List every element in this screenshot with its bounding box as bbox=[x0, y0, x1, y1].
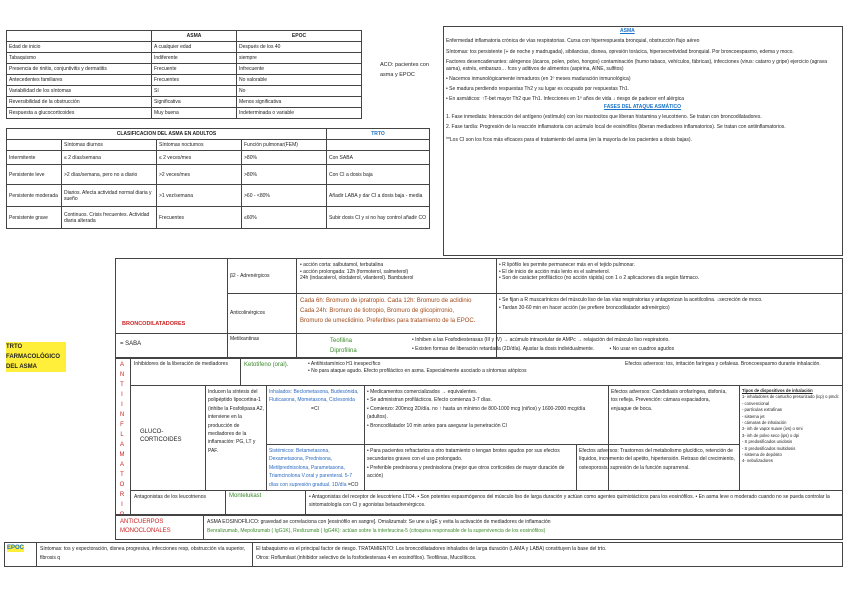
table-row: Edad de inicio A cualquier edad Después de los 40 bbox=[7, 42, 362, 53]
table-row: Persistente grave Continuos. Crisis frecuentes. Actividad diaria alterada Frecuentes ≤60% Subir dosis CI y si no hay control añadir CO bbox=[7, 207, 430, 229]
metilxantinas-label: Metilxantinas bbox=[230, 336, 260, 342]
inhalados-notes: • Medicamentos comercializados → equivalentes. • Se administran profilácticos. Efecto comienza 3-7 días. • Comienzo: 200mcg 2D/día. no ↑ hasta un mínimo de 800-1000 mcg (niños) y 1600-2000 mcg/día (adultos). • Broncodilatador 10 min antes para asegurar la penetración CI bbox=[367, 388, 605, 430]
antileucotrienos-label: Antagonistas de los leucotrienos bbox=[134, 494, 206, 500]
classification-title: CLASIFICACION DEL ASMA EN ADULTOS bbox=[7, 129, 327, 140]
ketotifeno-label: Ketotifeno (oral). bbox=[244, 362, 289, 368]
antiinflamatorio-letter: A bbox=[119, 362, 124, 368]
aco-label: ACO: pacientes con asma y EPOC bbox=[380, 62, 429, 78]
table-row: Reversibilidad de la obstrucción Significativa Menos significativa bbox=[7, 97, 362, 108]
anticolinergicos-notes: • Se fijan a R muscarínicos del músculo liso de las vías respiratorias y antagonizan la acetilcolina. ↓secreción de moco. • Tardan 30-60 min en hacer acción (se prefiere broncodilatador adrenérgico) bbox=[499, 296, 839, 312]
dispositivo-item: - partículas extrafinas bbox=[742, 407, 783, 413]
dispositivo-item: - cámaras de inhalación bbox=[742, 420, 787, 426]
asma-description: Enfermedad inflamatoria crónica de vías respiratorias. Cursa con hiperrespuesta bronquial, obstrucción flujo aéreo Síntomas: tos persistente (+ de noche y madrugada), sibilancias, disnea, opresión torácica, hipersecretividad bronquial. Por broncoespasmo, edema y moco. Factores desencadenantes: alérgenos (ácaros, polen, polvo, hongos) contaminación (humo tabaco, vehículos, fábricas), infecciones (virus: catarro y gripe) ejercicio (agrava asma), estrés, embarazo… fcos y aditivos de alimentos (aspirina, AINE, sulfitos) • Nacemos inmunológicamente inmaduros (en 1º meses maduración inmunológica) • Se madura perdiendo respuestas Th2 y su lugar es ocupado por respuestas Th1. • En asmáticos: ↑T-bet mayor Th2 que Th1. Infecciones en 1º años de vida ↓ riesgo de padecer enf alérgica FASES DEL ATAQUE ASMÁTICO 1. Fase inmediata: Interacción del antígeno (estímulo) con los mastocitos que liberan histamina y leucotrieno. Se tratan con broncodilatadores. 2. Fase tardía: Progresión de la reacción inflamatoria con acúmulo local de eosinófilos (liberan mediadores inflamatorios). Se tratan con antiinflamatorios. **Los CI son los fcos más eficaces para el tratamiento del asma (en la mayoría de los pacientes a dosis bajas). bbox=[446, 38, 839, 144]
asma-title: ASMA bbox=[620, 28, 635, 34]
antileucotrienos-notes: • Antagonistas del receptor de leucotrieno LTD4. • Son potentes espasmógenos del músculo liso de larga duración y actúan como agentes quimiotácticos para los eosinófilos. • En asma leve o moderado cuando no se pueda controlar la sintomatología con CI y agonistas betaadrenérgicos. bbox=[309, 493, 841, 509]
dispositivo-item: - sistema jet bbox=[742, 413, 765, 419]
inhalados-adverse: Efectos adversos: Candidiasis orofaríngea, disfonía, tos refleja. Prevención: cámara espaciadora, enjuague de boca. bbox=[611, 389, 727, 412]
beta-notes: • R lipófilo les permite permanecer más en el tejido pulmonar. • El de inicio de acción más lento es el salmeterol. • Son de carácter profiláctico (no acción rápida) con 1 o 2 aplicaciones día según fármaco. bbox=[499, 262, 839, 282]
antiinflamatorio-letter: T bbox=[120, 472, 124, 478]
dispositivo-item: - sistema de depósito bbox=[742, 452, 782, 458]
ci-note: **Los CI son los fcos más eficaces para el tratamiento del asma (en la mayoría de los pacientes a dosis bajas). bbox=[446, 136, 692, 143]
dispositivos-list: Tipos de dispositivos de inhalación 1- inhaladores de cartucho presurizado (icp) o pmdi: - convencional - partículas extrafinas - sistema jet - cámaras de inhalación 2- inh de vapor suave (ivs) o smi 3- inh de polvo seco (ips) o dpi - S predosificados unidosis - S predosificados multidosis - sistema de depósito 4- nebulizadores bbox=[742, 388, 839, 464]
dispositivo-item: 1- inhaladores de cartucho presurizado (icp) o pmdi: bbox=[742, 394, 839, 400]
sistemicos-drugs: Sistémicos: Betametasona, Dexametasona, Prednisona, Metilprednisolona, Parametasona, Triamcinolona V.oral y parenteral. 5-7 días con supresión gradual. 1D/día =CO bbox=[269, 448, 359, 488]
ketotifeno-notes: • Antihistamínico H1 inespecífico • No para ataque agudo. Efecto profiláctico en asma. Especialmente asociado a síntomas atópicos bbox=[308, 361, 618, 374]
antiinflamatorio-letter: T bbox=[120, 382, 124, 388]
antiinflamatorio-letter: I bbox=[121, 402, 123, 408]
table-row: Tabaquismo Indiferente siempre bbox=[7, 53, 362, 64]
fases-title: FASES DEL ATAQUE ASMÁTICO bbox=[603, 104, 682, 111]
antiinflamatorio-vertical-label bbox=[117, 360, 127, 520]
glucocorticoides-mechanism: Inducen la síntesis del polipéptido lipocortina-1 (inhibe la Fosfolipasa A2, interviene en la producción de mediadores de la inflamación: PG, LT y PAF. bbox=[208, 389, 264, 454]
dispositivo-item: - convencional bbox=[742, 400, 770, 406]
inhibidores-label: Inhibidores de la liberación de mediadores bbox=[134, 361, 228, 367]
antiinflamatorio-letter: A bbox=[119, 442, 124, 448]
table-row: Respuesta a glucocorticoides Muy buena Indeterminada o variable bbox=[7, 108, 362, 119]
dispositivo-item: 4- nebulizadores bbox=[742, 458, 773, 464]
dispositivo-item: - S predosificados multidosis bbox=[742, 445, 796, 451]
antiinflamatorio-letter: N bbox=[119, 372, 125, 378]
metilxantinas-notes: • Inhiben a las Fosfodiesterasas (III y IV) → acúmulo intracelular de AMPc → relajación del músculo liso respiratorio. • Existen formas de liberación retardada (2D/día). Ajustar la dosis individualmente. • No usar en cuadros agudos bbox=[412, 336, 840, 354]
anticolinergicos-drugs: Cada 6h: Bromuro de ipratropio. Cada 12h: Bromuro de aclidinio Cada 24h: Bromuro de tiotropio, Bromuro de glicopirronio, Bromuro de umeclidinio. Preferibles para tratamiento de la EPOC. bbox=[300, 298, 476, 324]
sistemicos-notes: • Para pacientes refractarios a otro tratamiento o tengan brotes agudos por sus efectos secundarios graves con el uso prolongado. • Preferible prednisona y prednisolona (mejor que otros corticoides de mayor duración de acción) bbox=[367, 447, 572, 481]
ketotifeno-adverse: Efectos adversos: tos, irritación faríngea y cefaleas. Broncoespasmo durante inhalación. bbox=[625, 361, 821, 367]
montelukast-label: Montelukast bbox=[229, 493, 262, 499]
saba-label: = SABA bbox=[120, 341, 142, 347]
antiinflamatorio-letter: O bbox=[119, 512, 125, 518]
sistemicos-adverse: Efectos adversos: Trastornos del metabolismo glucídico, retención de líquidos, incremento del apetito, hipertensión. Retraso del crecimiento, osteoporosis, supresión de la función suprarrenal. bbox=[579, 448, 735, 471]
epoc-label: EPOC bbox=[7, 545, 25, 551]
dispositivo-item: - S predosificados unidosis bbox=[742, 439, 793, 445]
table-row: Antecedentes familiares Frecuentes No valorable bbox=[7, 75, 362, 86]
metilxantinas-drugs: Teofilina Diprofilina bbox=[330, 338, 357, 354]
antiinflamatorio-letter: N bbox=[119, 412, 125, 418]
glucocorticoides-label: GLUCO-CORTICOIDES bbox=[140, 429, 182, 443]
dispositivo-item: 2- inh de vapor suave (ivs) o smi bbox=[742, 426, 803, 432]
antiinflamatorio-letter: M bbox=[119, 452, 125, 458]
epoc-tratamiento: El tabaquismo es el principal factor de riesgo. TRATAMIENTO: Los broncodilatadores inhalados de larga duración (LAMA y LABA) constituyen la base del trto. Otros: Roflumilast (inhibidor selectivo de la fosfodiesterasa 4 en eosinófilos). Teofilinas, Mucolíticos. bbox=[256, 546, 607, 561]
broncodilatadores-label: BRONCODILATADORES bbox=[122, 321, 186, 327]
classification-table: CLASIFICACION DEL ASMA EN ADULTOS TRTO Síntomas diurnos Síntomas nocturnos Función pulmonar(FEM) Intermitente ≤ 2 días/semana ≤ 2 veces/mes >80% Con SABA Persistente leve >2 días/semana, pero no a diario >2 veces/mes >80% Con CI a dosis baja Persistente moderada Diarios. Afecta actividad normal diaria y sueño >1 vez/semana >60 - <80% Añadir LABA y dar CI a dosis baja - media Persistente grave Continuos. Crisis frecuentes. Actividad diaria alterada Frecuentes ≤60% Subir dosis CI y si no hay control añadir CO bbox=[6, 128, 430, 229]
antiinflamatorio-letter: A bbox=[119, 462, 124, 468]
antiinflamatorio-letter: I bbox=[121, 392, 123, 398]
table-row: Persistente moderada Diarios. Afecta actividad normal diaria y sueño >1 vez/semana >60 - <80% Añadir LABA y dar CI a dosis baja - media bbox=[7, 185, 430, 207]
trto-label: TRTO FARMACOLÓGICO DEL ASMA bbox=[6, 342, 66, 372]
table-row: Intermitente ≤ 2 días/semana ≤ 2 veces/mes >80% Con SABA bbox=[7, 151, 430, 165]
asma-epoc-table: ASMA EPOC Edad de inicio A cualquier edad Después de los 40 Tabaquismo Indiferente siempre Presencia de rinitis, conjuntivitis y dermatitis Frecuente Infrecuente Antecedentes familiares Frecuentes No valorable Variabilidad de los síntomas Sí No Reversibilidad de la obstrucción Significativa Menos significativa Respuesta a glucocorticoides Muy buena Indeterminada o variable bbox=[6, 30, 362, 119]
anticolinergicos-label: Anticolinérgicos bbox=[230, 310, 266, 316]
antiinflamatorio-letter: L bbox=[120, 432, 124, 438]
monoclonales-label: ANTICUERPOS MONOCLONALES bbox=[120, 519, 171, 534]
inhalados-drugs: Inhalados: Beclometasona, Budesónida, Fluticasona, Mometasona, Ciclesonida =CI bbox=[269, 389, 359, 412]
antiinflamatorio-letter: O bbox=[119, 482, 125, 488]
monoclonales-notes: ASMA EOSINOFÍLICO: gravedad se correlaciona con [eosinófilo en sangre]. Omalizumab: Se une a IgE y evita la activación de mediadores de inflamación Benralizumab, Mepolizumab ( IgG1K), Reslizumab ( IgG4K): actúan sobre la interleucina-5 (citoquina responsable de la supervivencia de los eosinófilos) bbox=[207, 519, 551, 534]
antiinflamatorio-letter: I bbox=[121, 502, 123, 508]
epoc-sintomas: Síntomas: tos y expectoración, disnea progresiva, infecciones resp, obstrucción vía superior, fibrosis q bbox=[40, 546, 246, 561]
beta-label: β2 - Adrenérgicos bbox=[230, 273, 270, 279]
antiinflamatorio-letter: F bbox=[120, 422, 124, 428]
dispositivo-item: 3- inh de polvo seco (ips) o dpi bbox=[742, 432, 800, 438]
table-row: Persistente leve >2 días/semana, pero no a diario >2 veces/mes >80% Con CI a dosis baja bbox=[7, 165, 430, 185]
antiinflamatorio-letter: R bbox=[119, 492, 125, 498]
beta-drugs: • acción corta: salbutamol, terbutalina • acción prolongada: 12h (formoterol, salmeterol) 24h (indacaterol, olodaterol, vilanterol). Bambuterol bbox=[300, 262, 490, 282]
table-row: Variabilidad de los síntomas Sí No bbox=[7, 86, 362, 97]
table-row: Presencia de rinitis, conjuntivitis y dermatitis Frecuente Infrecuente bbox=[7, 64, 362, 75]
